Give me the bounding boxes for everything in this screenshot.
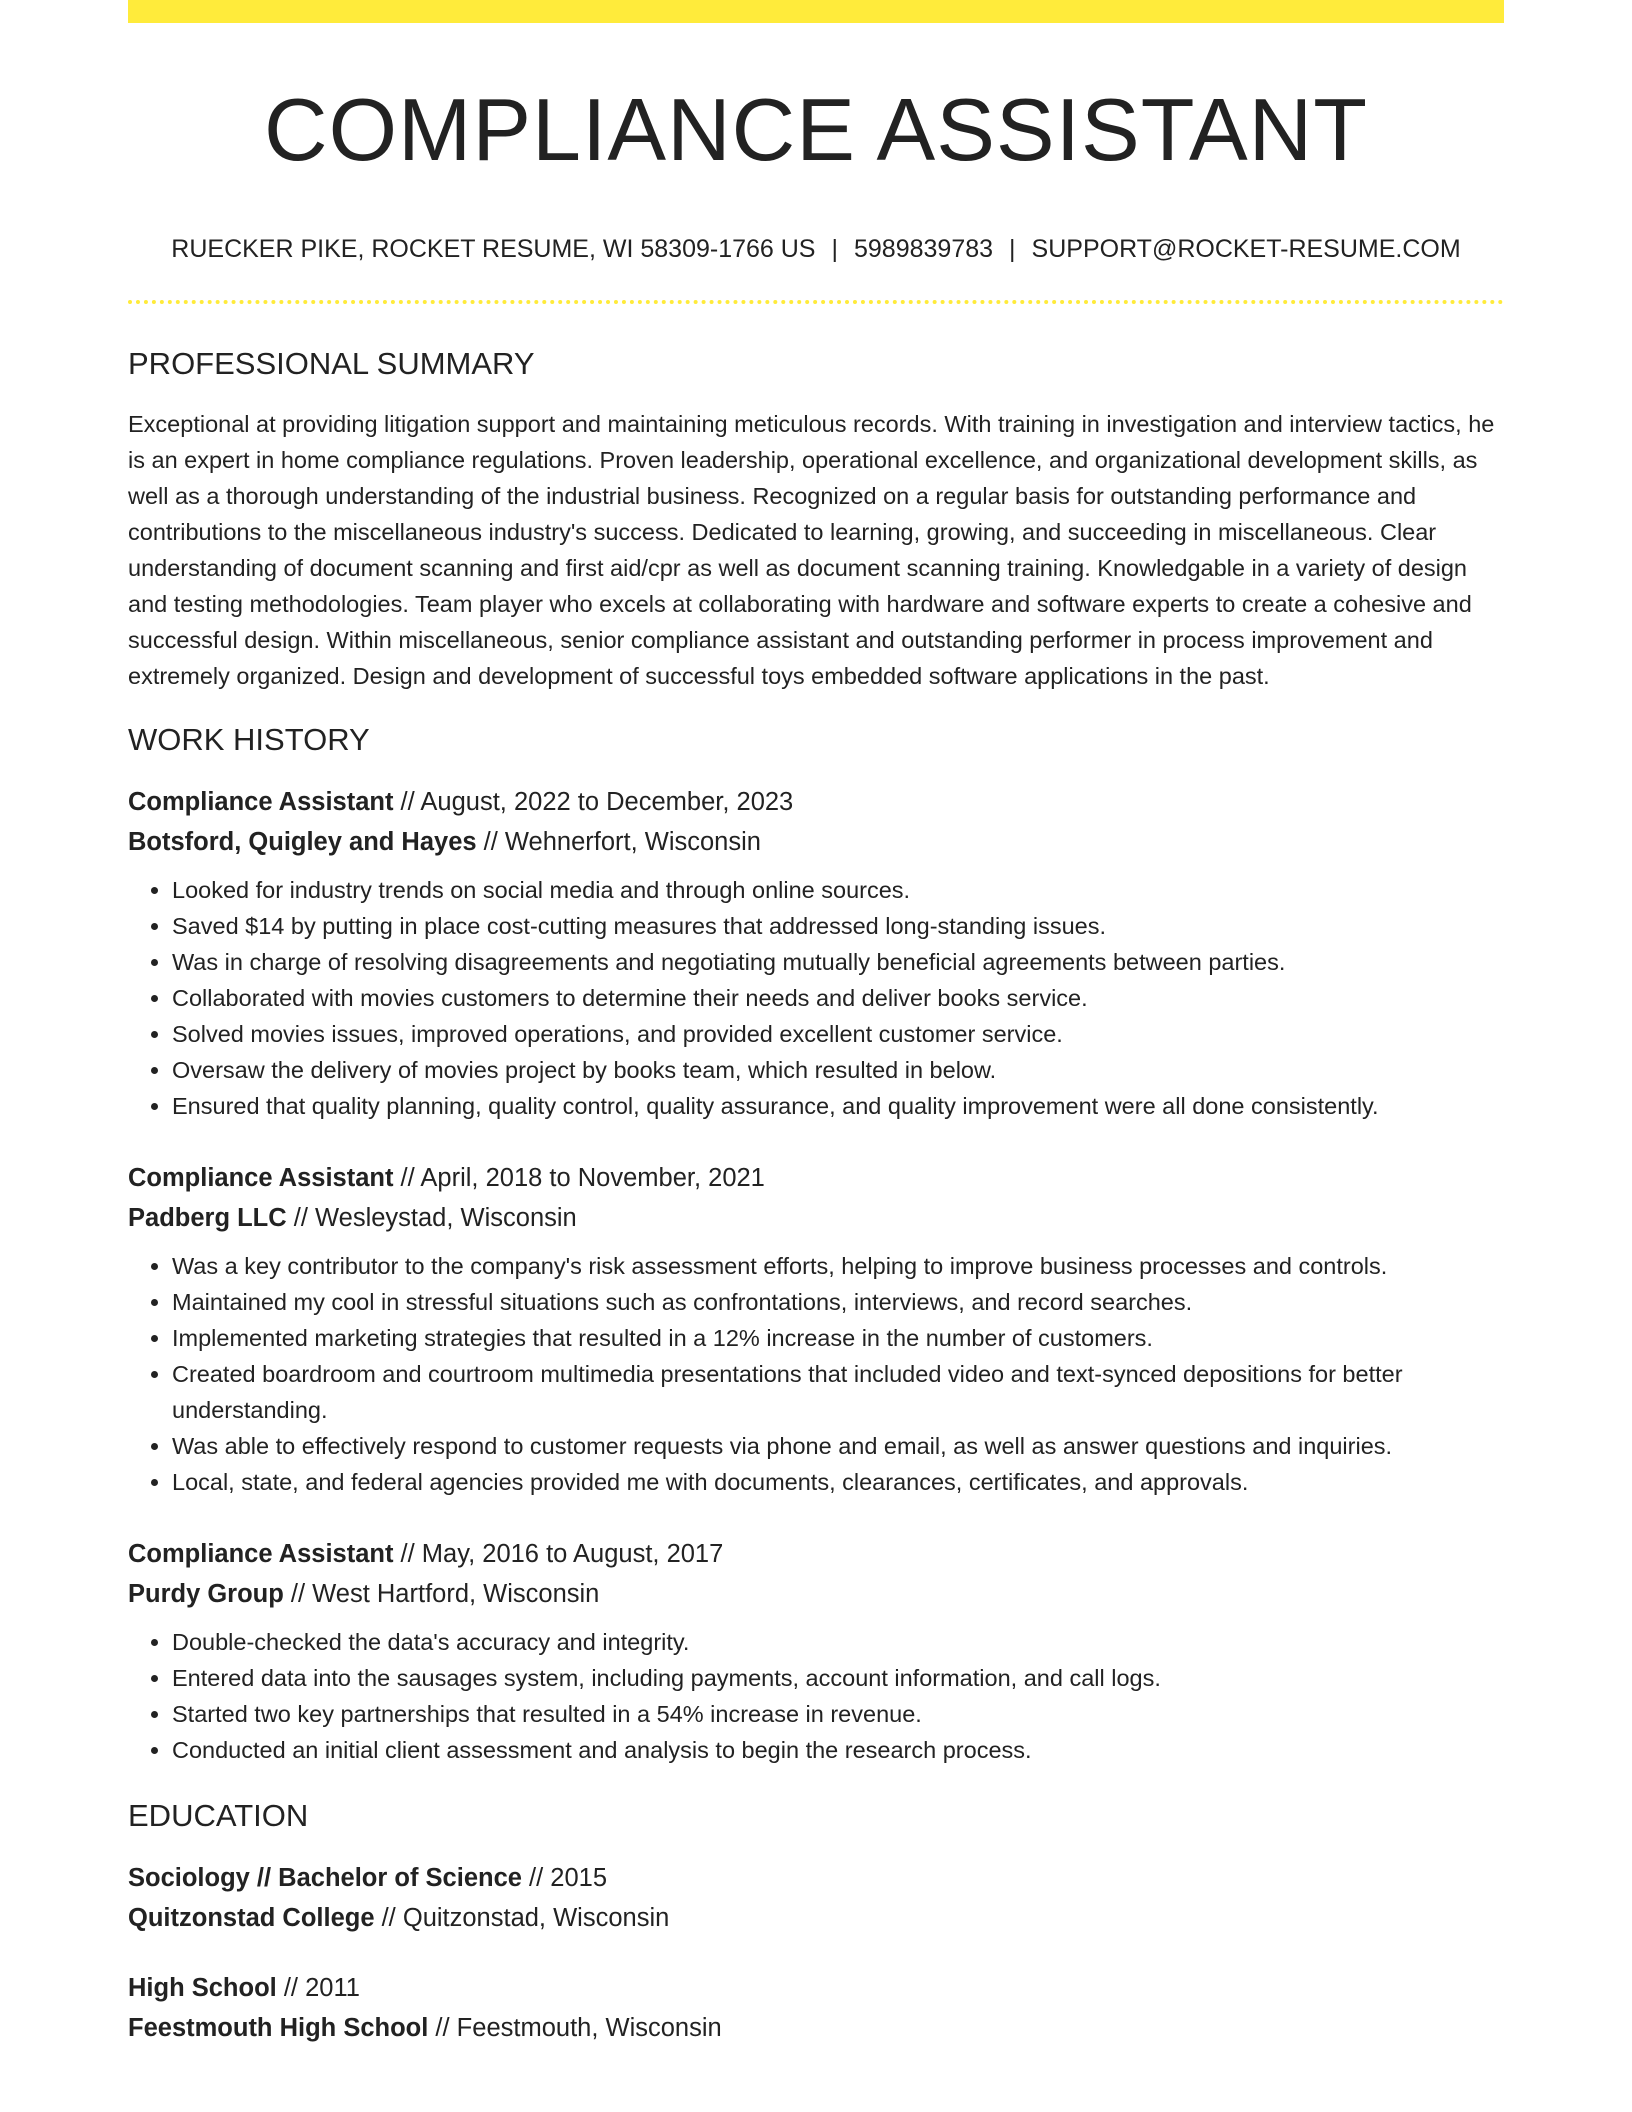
- job-bullet: • Conducted an initial client assessment and analysis to begin the research process.: [172, 1732, 1504, 1768]
- job-bullet: • Oversaw the delivery of movies project by books team, which resulted in below.: [172, 1052, 1504, 1088]
- job-dates: // May, 2016 to August, 2017: [393, 1540, 724, 1568]
- school-location: // Feestmouth, Wisconsin: [428, 2014, 722, 2042]
- job-title: Compliance Assistant: [128, 788, 394, 816]
- dotted-divider: [128, 300, 1504, 304]
- job-title: Compliance Assistant: [128, 1164, 394, 1192]
- job-bullet: • Local, state, and federal agencies provided me with documents, clearances, certificates, and approvals.: [172, 1464, 1504, 1500]
- company-line: [128, 822, 1504, 862]
- job-entry: [128, 1158, 1504, 1500]
- contact-line: [128, 232, 1504, 266]
- school-name: Quitzonstad College: [128, 1904, 375, 1932]
- job-bullet: • Started two key partnerships that resulted in a 54% increase in revenue.: [172, 1696, 1504, 1732]
- job-bullet: • Was able to effectively respond to customer requests via phone and email, as well as answer questions and inquiries.: [172, 1428, 1504, 1464]
- job-entry: [128, 1534, 1504, 1768]
- work-history-heading: WORK HISTORY: [128, 722, 370, 757]
- graduation-year: // 2011: [276, 1974, 360, 2002]
- education-entry: [128, 1968, 1504, 2048]
- summary-heading: PROFESSIONAL SUMMARY: [128, 346, 535, 381]
- contact-phone: 5989839783: [854, 235, 994, 263]
- contact-separator: |: [1009, 235, 1016, 263]
- summary-paragraph: Exceptional at providing litigation support and maintaining meticulous records. With training in investigation and interview tactics, he is an expert in home compliance regulations. Proven leadership, operational excellence, and organizational development skills, as well as a thorough understanding of the industrial business. Recognized on a regular basis for outstanding performance and contributions to the miscellaneous industry's success. Dedicated to learning, growing, and succeeding in miscellaneous. Clear understanding of document scanning and first aid/cpr as well as document scanning training. Knowledgable in a variety of design and testing methodologies. Team player who excels at collaborating with hardware and software experts to create a cohesive and successful design. Within miscellaneous, senior compliance assistant and outstanding performer in process improvement and extremely organized. Design and development of successful toys embedded software applications in the past.: [128, 411, 1495, 689]
- education-entry: [128, 1858, 1504, 1938]
- resume-content: [128, 0, 1504, 2048]
- school-line: [128, 1898, 1504, 1938]
- degree-line: [128, 1968, 1504, 2008]
- degree-name: High School: [128, 1974, 277, 2002]
- job-title-line: [128, 1158, 1504, 1198]
- school-line: [128, 2008, 1504, 2048]
- degree-line: [128, 1858, 1504, 1898]
- company-location: // Wehnerfort, Wisconsin: [476, 828, 761, 856]
- contact-separator: |: [831, 235, 838, 263]
- education-heading: EDUCATION: [128, 1798, 309, 1833]
- school-location: // Quitzonstad, Wisconsin: [374, 1904, 670, 1932]
- job-bullets: [128, 872, 1504, 1124]
- contact-email: SUPPORT@ROCKET-RESUME.COM: [1031, 235, 1461, 263]
- company-line: [128, 1198, 1504, 1238]
- job-title-line: [128, 1534, 1504, 1574]
- job-bullet: • Saved $14 by putting in place cost-cutting measures that addressed long-standing issues.: [172, 908, 1504, 944]
- company-name: Purdy Group: [128, 1580, 284, 1608]
- resume-title: COMPLIANCE ASSISTANT: [264, 80, 1368, 179]
- job-title: Compliance Assistant: [128, 1540, 394, 1568]
- graduation-year: // 2015: [521, 1864, 608, 1892]
- job-title-line: [128, 782, 1504, 822]
- degree-name: Sociology // Bachelor of Science: [128, 1864, 522, 1892]
- job-dates: // August, 2022 to December, 2023: [393, 788, 794, 816]
- job-bullet: • Looked for industry trends on social media and through online sources.: [172, 872, 1504, 908]
- job-bullets: [128, 1624, 1504, 1768]
- school-name: Feestmouth High School: [128, 2014, 429, 2042]
- job-bullet: • Maintained my cool in stressful situations such as confrontations, interviews, and record searches.: [172, 1284, 1504, 1320]
- job-bullet: • Created boardroom and courtroom multimedia presentations that included video and text-synced depositions for better understanding.: [172, 1356, 1504, 1428]
- job-entry: [128, 782, 1504, 1124]
- job-dates: // April, 2018 to November, 2021: [393, 1164, 765, 1192]
- job-bullets: [128, 1248, 1504, 1500]
- job-bullet: • Solved movies issues, improved operations, and provided excellent customer service.: [172, 1016, 1504, 1052]
- company-location: // Wesleystad, Wisconsin: [286, 1204, 577, 1232]
- job-bullet: • Ensured that quality planning, quality control, quality assurance, and quality improvement were all done consistently.: [172, 1088, 1504, 1124]
- company-name: Padberg LLC: [128, 1204, 287, 1232]
- company-name: Botsford, Quigley and Hayes: [128, 828, 477, 856]
- contact-address: RUECKER PIKE, ROCKET RESUME, WI 58309-1766 US: [171, 235, 816, 263]
- company-line: [128, 1574, 1504, 1614]
- company-location: // West Hartford, Wisconsin: [283, 1580, 600, 1608]
- job-bullet: • Was a key contributor to the company's risk assessment efforts, helping to improve business processes and controls.: [172, 1248, 1504, 1284]
- job-bullet: • Double-checked the data's accuracy and integrity.: [172, 1624, 1504, 1660]
- job-bullet: • Collaborated with movies customers to determine their needs and deliver books service.: [172, 980, 1504, 1016]
- job-bullet: • Entered data into the sausages system, including payments, account information, and call logs.: [172, 1660, 1504, 1696]
- job-bullet: • Implemented marketing strategies that resulted in a 12% increase in the number of customers.: [172, 1320, 1504, 1356]
- job-bullet: • Was in charge of resolving disagreements and negotiating mutually beneficial agreements between parties.: [172, 944, 1504, 980]
